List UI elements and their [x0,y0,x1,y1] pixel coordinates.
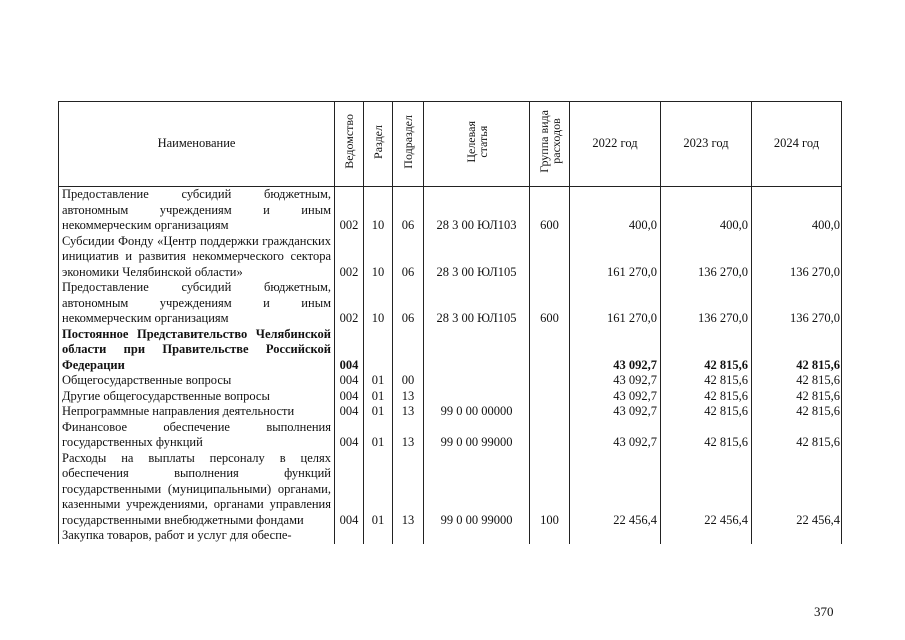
table-row [59,420,842,451]
cell-expense-group: 600 [530,187,570,234]
cell-2023: 400,0 [661,187,752,234]
cell-podrazdel [393,327,424,374]
cell-vedomstvo: 004 [335,404,364,420]
cell-vedomstvo: 004 [335,420,364,451]
cell-2024: 22 456,4 [752,451,842,529]
cell-podrazdel: 13 [393,451,424,529]
cell-podrazdel: 00 [393,373,424,389]
cell-razdel: 10 [364,234,393,281]
cell-podrazdel: 06 [393,280,424,327]
cell-expense-group [530,373,570,389]
cell-vedomstvo: 002 [335,280,364,327]
cell-target-article [424,528,530,544]
cell-2022: 400,0 [570,187,661,234]
header-razdel: Раздел [364,102,393,187]
cell-expense-group [530,389,570,405]
cell-2024 [752,528,842,544]
cell-expense-group [530,234,570,281]
cell-2023 [661,528,752,544]
cell-razdel: 10 [364,187,393,234]
cell-vedomstvo: 002 [335,234,364,281]
cell-target-article: 28 3 00 ЮЛ105 [424,234,530,281]
cell-name: Финансовое обеспечение выполнения государственных функций [59,420,335,451]
cell-2022: 43 092,7 [570,327,661,374]
header-target-article: Целевая статья [424,102,530,187]
cell-expense-group: 100 [530,451,570,529]
table-row [59,528,842,544]
cell-2023: 42 815,6 [661,420,752,451]
cell-vedomstvo: 002 [335,187,364,234]
cell-name: Закупка товаров, работ и услуг для обеспе- [59,528,335,544]
cell-target-article [424,389,530,405]
cell-2023: 42 815,6 [661,404,752,420]
cell-2024: 136 270,0 [752,234,842,281]
cell-2024: 42 815,6 [752,420,842,451]
table-row [59,327,842,374]
cell-podrazdel: 06 [393,187,424,234]
cell-target-article: 99 0 00 99000 [424,451,530,529]
table-row [59,234,842,281]
cell-razdel: 01 [364,389,393,405]
cell-podrazdel: 13 [393,420,424,451]
cell-2023: 22 456,4 [661,451,752,529]
table-row [59,280,842,327]
header-2024: 2024 год [752,102,842,187]
table-body [59,187,842,544]
cell-2023: 136 270,0 [661,234,752,281]
cell-name: Субсидии Фонду «Центр поддержки гражданских инициатив и развития некоммерческого сектора экономики Челябинской области» [59,234,335,281]
table-row [59,373,842,389]
header-2022: 2022 год [570,102,661,187]
table-header-row [59,102,842,187]
table-row [59,404,842,420]
cell-vedomstvo: 004 [335,327,364,374]
cell-target-article: 99 0 00 00000 [424,404,530,420]
cell-podrazdel [393,528,424,544]
cell-expense-group [530,327,570,374]
header-podrazdel: Подраздел [393,102,424,187]
cell-2024: 42 815,6 [752,327,842,374]
cell-target-article [424,327,530,374]
cell-2024: 400,0 [752,187,842,234]
cell-razdel: 01 [364,404,393,420]
cell-2022: 161 270,0 [570,234,661,281]
cell-2023: 42 815,6 [661,389,752,405]
table-row [59,187,842,234]
table-row [59,389,842,405]
cell-name: Постоянное Представительство Челябинской области при Правительстве Российской Федерации [59,327,335,374]
cell-2023: 42 815,6 [661,327,752,374]
cell-razdel: 01 [364,451,393,529]
cell-expense-group [530,404,570,420]
table-row [59,451,842,529]
cell-expense-group [530,528,570,544]
cell-2022 [570,528,661,544]
header-2023: 2023 год [661,102,752,187]
cell-2022: 43 092,7 [570,420,661,451]
cell-vedomstvo: 004 [335,389,364,405]
header-vedomstvo: Ведомство [335,102,364,187]
cell-razdel: 01 [364,420,393,451]
cell-2022: 22 456,4 [570,451,661,529]
cell-2024: 42 815,6 [752,404,842,420]
cell-vedomstvo: 004 [335,373,364,389]
cell-razdel: 01 [364,373,393,389]
cell-name: Непрограммные направления деятельности [59,404,335,420]
cell-2022: 43 092,7 [570,404,661,420]
cell-2024: 42 815,6 [752,373,842,389]
cell-name: Общегосударственные вопросы [59,373,335,389]
cell-target-article [424,373,530,389]
cell-vedomstvo [335,528,364,544]
cell-target-article: 28 3 00 ЮЛ105 [424,280,530,327]
header-name: Наименование [59,102,335,187]
budget-table [58,101,842,544]
cell-2023: 136 270,0 [661,280,752,327]
cell-name: Расходы на выплаты персоналу в целях обеспечения выполнения функций государственными (муниципальными) органами, казенными учреждениями, органами управления государственными внебюджетными фондами [59,451,335,529]
cell-expense-group: 600 [530,280,570,327]
cell-2022: 161 270,0 [570,280,661,327]
cell-2022: 43 092,7 [570,373,661,389]
cell-2024: 42 815,6 [752,389,842,405]
cell-2024: 136 270,0 [752,280,842,327]
cell-podrazdel: 06 [393,234,424,281]
cell-razdel: 10 [364,280,393,327]
cell-name: Другие общегосударственные вопросы [59,389,335,405]
cell-podrazdel: 13 [393,389,424,405]
cell-vedomstvo: 004 [335,451,364,529]
cell-razdel [364,327,393,374]
cell-2022: 43 092,7 [570,389,661,405]
cell-podrazdel: 13 [393,404,424,420]
page-number: 370 [814,604,834,619]
cell-razdel [364,528,393,544]
cell-target-article: 28 3 00 ЮЛ103 [424,187,530,234]
cell-name: Предоставление субсидий бюджетным, автономным учреждениям и иным некоммерческим организациям [59,187,335,234]
header-expense-group: Группа вида расходов [530,102,570,187]
cell-name: Предоставление субсидий бюджетным, автономным учреждениям и иным некоммерческим организациям [59,280,335,327]
cell-expense-group [530,420,570,451]
cell-target-article: 99 0 00 99000 [424,420,530,451]
cell-2023: 42 815,6 [661,373,752,389]
